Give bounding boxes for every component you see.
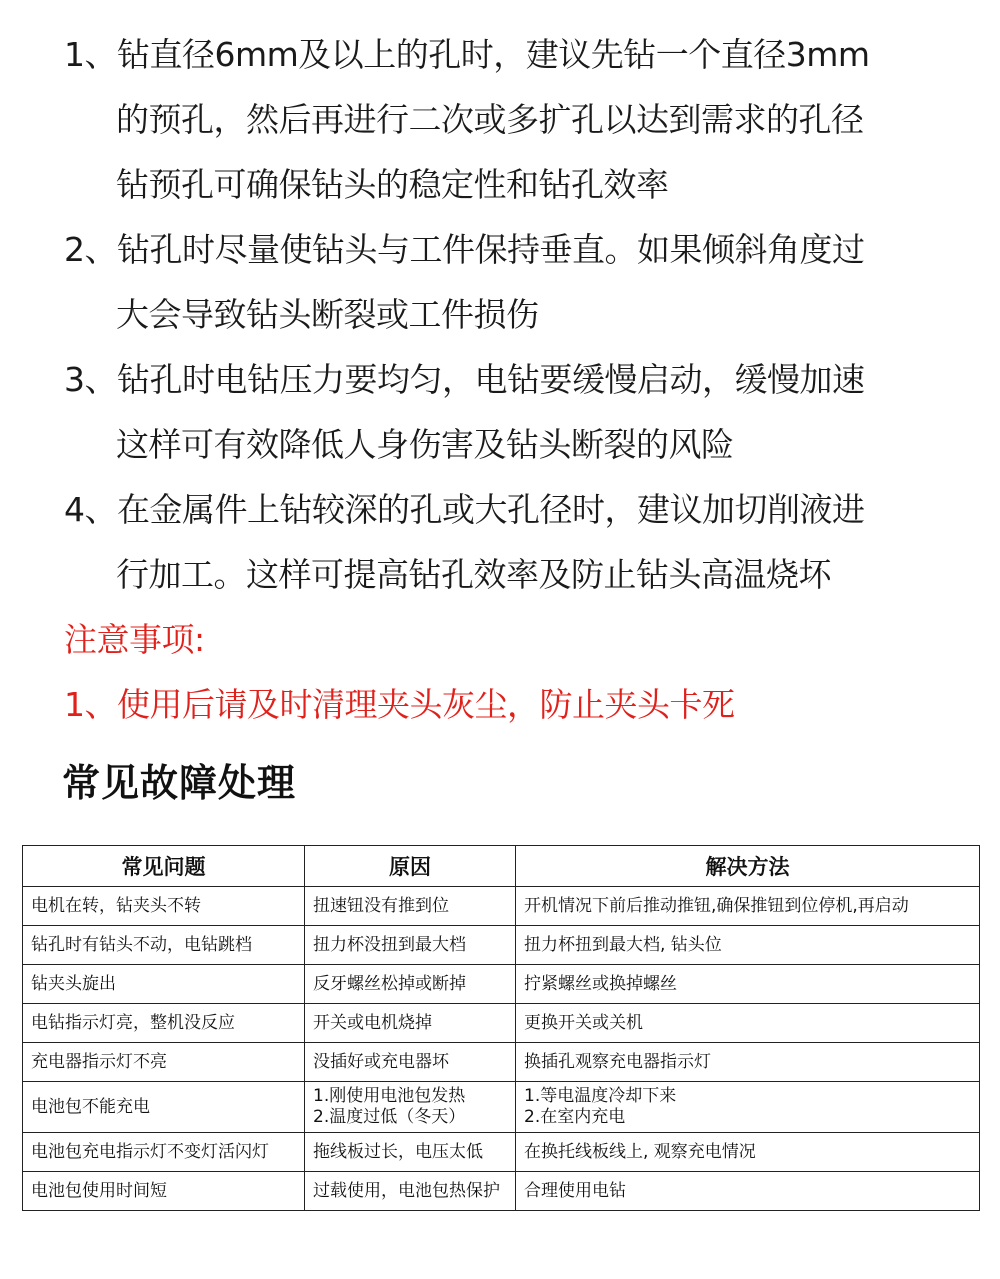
problem-cell (23, 1004, 305, 1043)
cause-cell (305, 1172, 516, 1211)
tip-line: 行加工。这样可提高钻孔效率及防止钻头高温烧坏 (116, 555, 831, 594)
cell-text: 1.等电温度冷却下来 (524, 1086, 677, 1106)
notice-line: 1、使用后请及时清理夹头灰尘，防止夹头卡死 (64, 685, 735, 724)
solution-cell (516, 1004, 980, 1043)
solution-cell (516, 887, 980, 926)
cause-cell (305, 1043, 516, 1082)
cause-cell (305, 1082, 516, 1133)
cause-cell (305, 926, 516, 965)
cell-text: 电池包使用时间短 (31, 1180, 167, 1201)
troubleshooting-table (22, 845, 980, 1211)
cell-text: 电池包充电指示灯不变灯活闪灯 (31, 1141, 269, 1162)
cell-text: 2.在室内充电 (524, 1107, 626, 1127)
tip-line: 钻预孔可确保钻头的稳定性和钻孔效率 (116, 165, 669, 204)
table-row (23, 1043, 980, 1082)
problem-cell (23, 965, 305, 1004)
solution-cell (516, 926, 980, 965)
cause-cell (305, 965, 516, 1004)
solution-cell (516, 1043, 980, 1082)
tip-line: 4、在金属件上钻较深的孔或大孔径时，建议加切削液进 (64, 490, 865, 529)
table-row (23, 1004, 980, 1043)
cell-text: 充电器指示灯不亮 (31, 1051, 167, 1072)
table-row (23, 965, 980, 1004)
cell-text: 电池包不能充电 (31, 1096, 150, 1117)
cause-cell (305, 887, 516, 926)
tip-line: 这样可有效降低人身伤害及钻头断裂的风险 (116, 425, 734, 464)
solution-cell (516, 965, 980, 1004)
cell-text: 合理使用电钻 (524, 1180, 626, 1201)
table-row (23, 1082, 980, 1133)
cell-text: 开关或电机烧掉 (313, 1012, 432, 1033)
cell-text: 过载使用，电池包热保护 (313, 1180, 500, 1201)
header-problem: 常见问题 (23, 846, 305, 887)
solution-cell (516, 1172, 980, 1211)
problem-cell (23, 887, 305, 926)
cell-text: 1.刚使用电池包发热 (313, 1086, 466, 1106)
solution-cell (516, 1133, 980, 1172)
tip-line: 3、钻孔时电钻压力要均匀，电钻要缓慢启动，缓慢加速 (64, 360, 865, 399)
problem-cell (23, 926, 305, 965)
cell-text: 电机在转，钻夹头不转 (31, 895, 201, 916)
cell-text: 拧紧螺丝或换掉螺丝 (524, 973, 677, 994)
problem-cell (23, 1082, 305, 1133)
cell-text: 拖线板过长，电压太低 (313, 1141, 483, 1162)
cell-text: 换插孔观察充电器指示灯 (524, 1051, 711, 1072)
tip-line: 1、钻直径6mm及以上的孔时，建议先钻一个直径3mm (64, 35, 870, 74)
usage-tips (64, 22, 984, 737)
table-row (23, 887, 980, 926)
notice-line: 注意事项: (64, 620, 205, 659)
cell-text: 扭力杯没扭到最大档 (313, 934, 466, 955)
table-header-row (23, 846, 980, 887)
cause-cell (305, 1133, 516, 1172)
table-row (23, 1133, 980, 1172)
table-row (23, 1172, 980, 1211)
section-title: 常见故障处理 (62, 761, 297, 805)
cell-text: 电钻指示灯亮，整机没反应 (31, 1012, 235, 1033)
table-row (23, 926, 980, 965)
tip-line: 大会导致钻头断裂或工件损伤 (116, 295, 539, 334)
problem-cell (23, 1172, 305, 1211)
header-solution: 解决方法 (516, 846, 980, 887)
cell-text: 反牙螺丝松掉或断掉 (313, 973, 466, 994)
cell-text: 扭力杯扭到最大档, 钻头位 (524, 934, 722, 955)
cell-text: 没插好或充电器坏 (313, 1051, 449, 1072)
header-cause: 原因 (305, 846, 516, 887)
problem-cell (23, 1043, 305, 1082)
cell-text: 2.温度过低（冬天） (313, 1107, 466, 1127)
cell-text: 钻孔时有钻头不动，电钻跳档 (31, 934, 252, 955)
problem-cell (23, 1133, 305, 1172)
cell-text: 钻夹头旋出 (31, 973, 116, 994)
cause-cell (305, 1004, 516, 1043)
cell-text: 在换托线板线上, 观察充电情况 (524, 1141, 756, 1162)
cell-text: 更换开关或关机 (524, 1012, 643, 1033)
cell-text: 扭速钮没有推到位 (313, 895, 449, 916)
solution-cell (516, 1082, 980, 1133)
tip-line: 的预孔，然后再进行二次或多扩孔以达到需求的孔径 (116, 100, 864, 139)
tip-line: 2、钻孔时尽量使钻头与工件保持垂直。如果倾斜角度过 (64, 230, 865, 269)
cell-text: 开机情况下前后推动推钮,确保推钮到位停机,再启动 (524, 895, 909, 916)
